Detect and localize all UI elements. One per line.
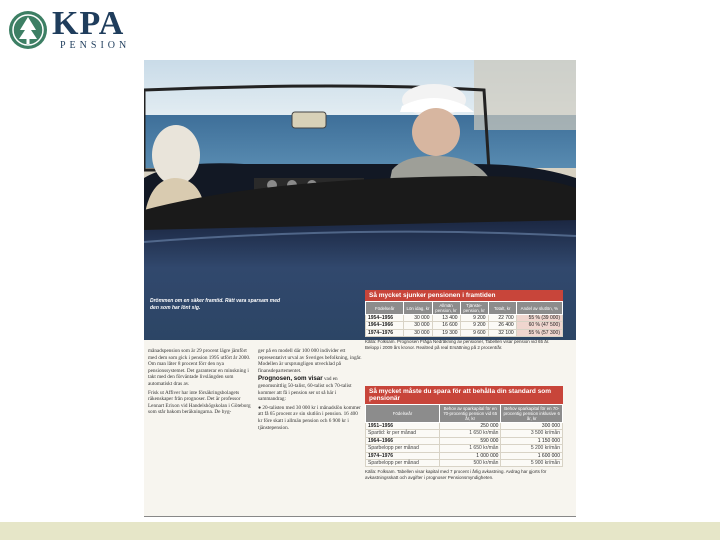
paragraph: månadspension som är 29 procent lägre jämfört med dem som gick i pension 1995 utfört år 2000. Om man låter 8 procent förr den nya pensionssystemet. Det garanterar en minskning i takt med den förväntade livslängden som automatiskt dras av. [148,348,251,387]
table-cell: 55 % (57 300) [516,329,562,336]
table-row [366,315,563,322]
table-cell: 1 000 000 [439,452,501,459]
table-row [366,423,563,430]
table-cell: 1964–1966 [366,322,404,329]
paragraph: vad en genomsnittlig 50-talist, 60-talist och 70-talist kommer att få i pension ser ut så här i sammandrag: [258,376,352,403]
table-cell: 1974–1976 [366,329,404,336]
table-cell: 9 600 [460,329,488,336]
table-row [366,329,563,336]
table-cell: 19 300 [432,329,460,336]
table-cell: 60 % (47 500) [516,322,562,329]
table-cell: 3 500 kr/mån [501,430,563,437]
table-header: Totalt, kr [488,302,516,315]
kpa-logo-tree-icon [8,10,48,50]
table-cell: 30 000 [404,315,432,322]
table-cell: 13 400 [432,315,460,322]
pension-forecast-table [365,290,563,350]
table-cell: 26 400 [488,322,516,329]
table-header: Lön idag, kr [404,302,432,315]
table-cell: 590 000 [439,437,501,444]
table-header: Allmän pension, kr [432,302,460,315]
table-row [366,445,563,452]
brand-name: KPA [52,5,125,42]
paragraph: ger på en modell där 100 000 individer ett representativt urval av Sveriges befolkning, ingår. Modellen är ursprungligen utvecklad på finansdepartementet. [258,348,362,374]
table-header: Andel av slutlön, % [516,302,562,315]
savings-needed-table [365,386,563,481]
article-column-1 [148,348,252,418]
table-header: Behov sparkapital för en 70-procentig pension inklusive 6 år, kr [501,405,563,423]
table-row [366,437,563,444]
table-header: Behov av sparkapital för en 70-procentig pension vid 65 år, kr [439,405,501,423]
table-cell: Spartid: kr per månad [366,430,440,437]
table-cell: 55 % (39 000) [516,315,562,322]
table-cell: 1974–1976 [366,452,440,459]
photo-caption: Drömmen om en säker framtid. Rätt vara sparsam med den som har lönt sig. [150,298,281,311]
table-cell: 9 200 [460,315,488,322]
table-header: Födelseår [366,302,404,315]
table-row [366,452,563,459]
table-cell: 5 200 kr/mån [501,445,563,452]
table-cell: Sparbelopp per månad [366,445,440,452]
table-cell: 250 000 [439,423,501,430]
table-cell: 32 100 [488,329,516,336]
table-cell: 5 900 kr/mån [501,460,563,467]
table-cell: 1951–1956 [366,423,440,430]
table-header: Födelseår [366,405,440,423]
table-cell: 1 650 kr/mån [439,445,501,452]
table-cell: 1 650 kr/mån [439,430,501,437]
article-body [148,348,362,514]
table-header: Tjänste-pension, kr [460,302,488,315]
table-row [366,460,563,467]
table-row [366,322,563,329]
article-column-2 [258,348,362,433]
magazine-page [144,60,576,517]
table-cell: 500 kr/mån [439,460,501,467]
table-cell: 1 150 000 [501,437,563,444]
footer-bar [0,522,720,540]
header-bar [0,0,720,60]
table-cell: 1 600 000 [501,452,563,459]
table-title: Så mycket måste du spara för att behålla din standard som pensionär [365,386,563,404]
table-title: Så mycket sjunker pensionen i framtiden [365,290,563,301]
table-cell: Sparbelopp per månad [366,460,440,467]
paragraph: Frisk ut Affiver har inte försäkringsbolagets räkenskaper från prognoser. Det är professor Lennart Erixon vid Handelshögskolan i Göteborg som står bakom beräkningarna. De byg- [148,389,251,416]
table-cell: 22 700 [488,315,516,322]
table-cell: 30 000 [404,329,432,336]
table-cell: 9 200 [460,322,488,329]
table-cell: 1964–1966 [366,437,440,444]
brand-subtitle: PENSION [60,40,131,51]
table-row [366,430,563,437]
table-note: Källa: Folksam. Prognosen Fråga Nedräkning av pensioner, Tabellen visar pension vid 65 år. Belopp i 2009 års kronor. Realtred på real Ersättning på 2 procent/år. [365,339,550,350]
table-cell: 30 000 [404,322,432,329]
table-cell: 16 600 [432,322,460,329]
table-cell: 300 000 [501,423,563,430]
paragraph-lead: Prognosen, som visar [258,375,323,383]
table-cell: 1954–1956 [366,315,404,322]
table-note: Källa: Folksam. Tabellen visar kapital med 7 procent i årlig avkastning. Avdrag har gjorts för avkastningsskatt och avgifter i prognoser Pensionsmyndigheten. [365,469,547,481]
paragraph: ● 20-talisten med 30 000 kr i månadslön kommer att få 65 procent av sin slutlön i pension. 16 400 kr före skatt i allmän pension och 6 900 kr i tjänstepension. [258,404,361,431]
